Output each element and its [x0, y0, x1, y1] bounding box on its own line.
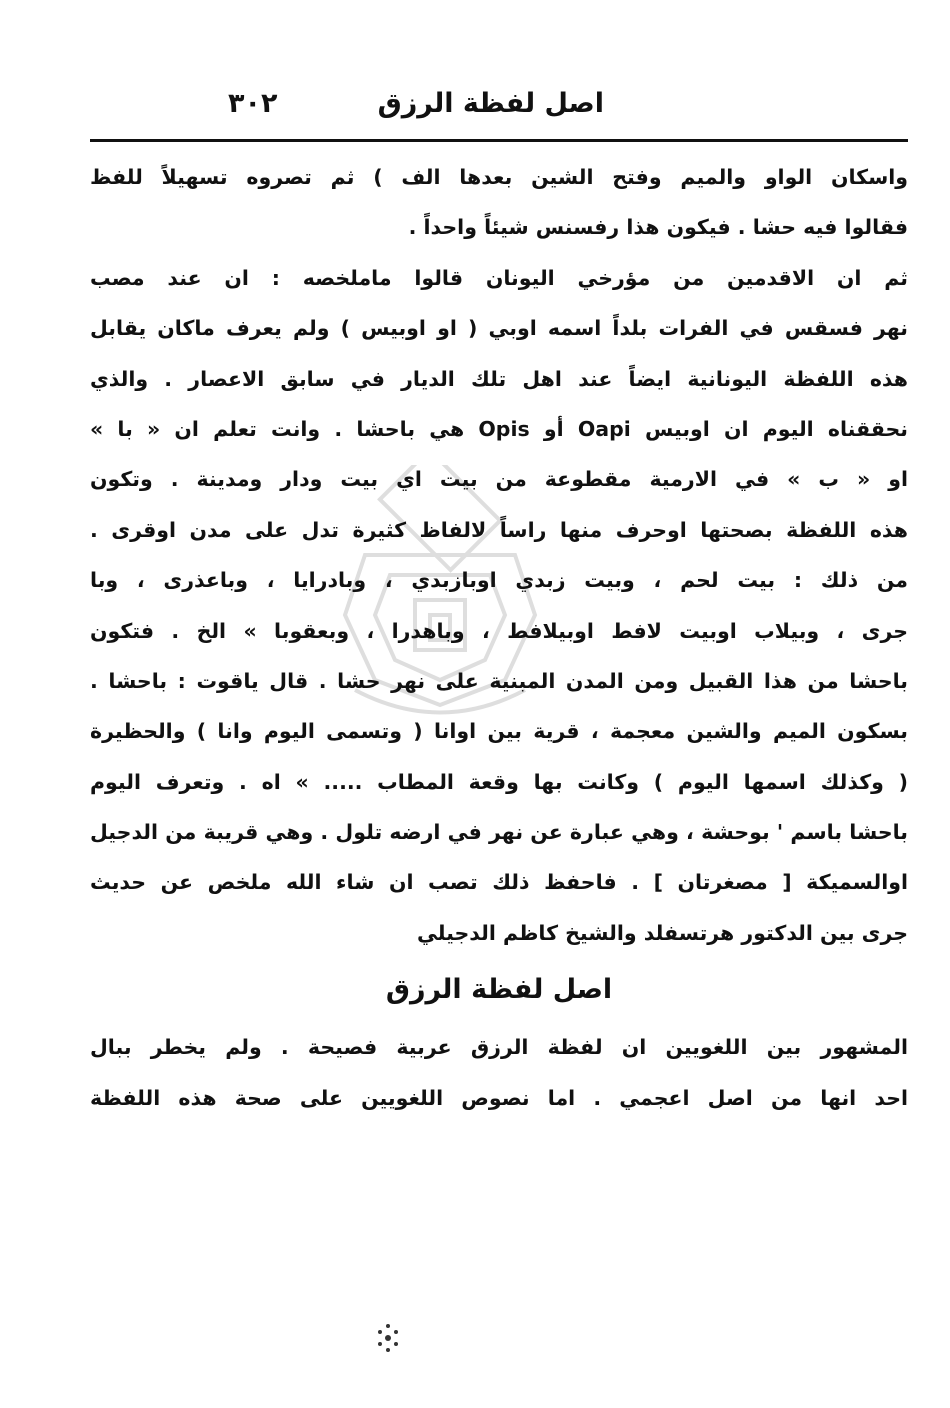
text-line: هذه اللفظة اليونانية ايضاً عند اهل تلك الديار في سابق الاعصار . والذي	[90, 366, 908, 391]
text-line: او « ب » في الارمية مقطوعة من بيت اي بيت ودار ومدينة . وتكون	[90, 467, 908, 492]
text-line: هذه اللفظة بصحتها اوحرف منها راساً لالفاظ كثيرة تدل على مدن اوقرى .	[90, 517, 908, 542]
text-line: نحققناه اليوم ان اوبيس Oapi أو Opis هي باحشا . وانت تعلم ان « با »	[90, 416, 908, 441]
text-line: ( وكذلك اسمها اليوم ) وكانت بها وقعة المطاب ..... » اه . وتعرف اليوم	[90, 769, 908, 794]
section-paragraph	[90, 1022, 908, 1123]
page-number: ٣٠٢	[228, 88, 278, 119]
paragraph-continuation	[90, 152, 908, 253]
text-line: جرى ، وبيلاب اوبيت لافط اوبيلافط ، وباهدرا ، وبعقوبا » الخ . فتكون	[90, 618, 908, 643]
text-line: المشهور بين اللغويين ان لفظة الرزق عربية فصيحة . ولم يخطر ببال	[90, 1035, 908, 1060]
running-title: اصل لفظة الرزق	[377, 88, 604, 119]
section-heading: اصل لفظة الرزق	[385, 974, 613, 1006]
header-rule	[90, 139, 908, 142]
text-line: باحشا باسم ' بوحشة ، وهي عبارة عن نهر في ارضه تلول . وهي قريبة من الدجيل	[90, 820, 908, 845]
text-line: واسكان الواو والميم وفتح الشين بعدها الف ) ثم تصروه تسهيلاً للفظ	[90, 165, 908, 189]
footer-ornament-icon	[368, 1318, 408, 1358]
page-header	[92, 82, 900, 130]
body-text	[90, 152, 908, 1123]
text-line: فقالوا فيه حشا . فيكون هذا رفسنس شيئاً واحداً .	[408, 215, 908, 240]
paragraph-main	[90, 253, 908, 958]
text-line: اوالسميكة [ مصغرتان ] . فاحفظ ذلك تصب ان شاء الله ملخص عن حديث	[90, 870, 908, 895]
text-line: بسكون الميم والشين معجمة ، قرية بين اوانا ( وتسمى اليوم وانا ) والحظيرة	[90, 719, 908, 744]
text-line: احد انها من اصل اعجمي . اما نصوص اللغويين على صحة هذه اللفظة	[90, 1085, 908, 1110]
text-line: من ذلك : بيت لحم ، وبيت زبدي اوبازبدي ، وبادرايا ، وباعذرى ، وبا	[90, 568, 908, 593]
text-line: نهر فسقس في الفرات بلداً اسمه اوبي ( او اوبيس ) ولم يعرف ماكان يقابل	[90, 316, 908, 341]
text-line: جرى بين الدكتور هرتسفلد والشيخ كاظم الدجيلي	[417, 920, 908, 945]
text-line: ثم ان الاقدمين من مؤرخي اليونان قالوا ماملخصه : ان عند مصب	[90, 265, 908, 290]
text-line: باحشا من هذا القبيل ومن المدن المبنية على نهر حشا . قال ياقوت : باحشا .	[90, 668, 908, 693]
